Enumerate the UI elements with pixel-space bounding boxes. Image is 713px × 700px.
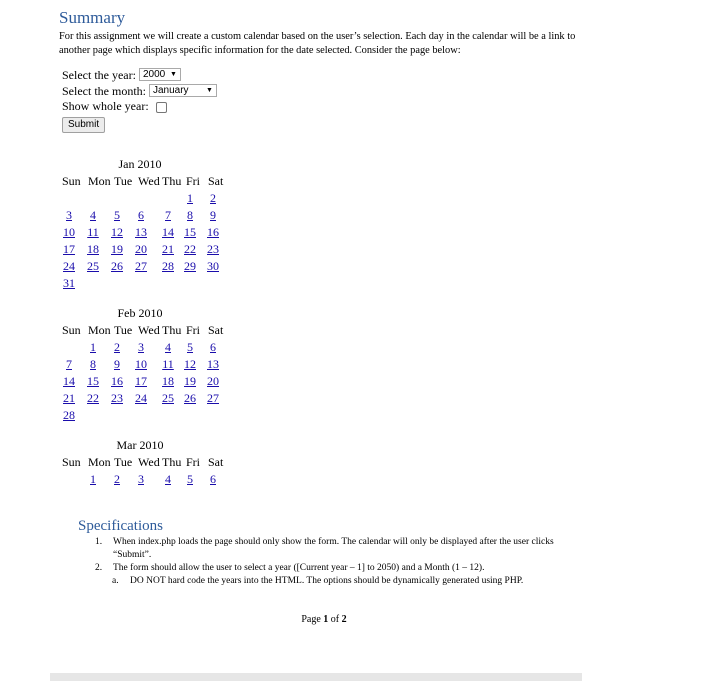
page-current: 1 [323,614,329,625]
day-link[interactable]: 28 [63,408,75,422]
day-link[interactable]: 2 [114,472,120,486]
dropdown-arrow-icon: ▼ [206,86,213,94]
day-link[interactable]: 3 [138,340,144,354]
day-link[interactable]: 3 [138,472,144,486]
day-link[interactable]: 26 [184,391,196,405]
weekday-label: Mon [88,174,111,188]
weekday-label: Tue [114,455,133,469]
day-link[interactable]: 25 [87,259,99,273]
weekday-label: Fri [186,323,201,337]
day-link[interactable]: 10 [135,357,147,371]
submit-button[interactable]: Submit [62,117,105,133]
day-link[interactable]: 11 [87,225,99,239]
weekday-label: Thu [162,455,182,469]
day-link[interactable]: 18 [87,242,99,256]
day-link[interactable]: 13 [207,357,219,371]
day-link[interactable]: 1 [90,472,96,486]
day-link[interactable]: 14 [63,374,75,388]
spec-item-number: 2. [95,563,103,573]
day-link[interactable]: 1 [90,340,96,354]
day-link[interactable]: 27 [207,391,219,405]
day-link[interactable]: 3 [66,208,72,222]
weekday-label: Mon [88,455,111,469]
month-select-value: January [152,84,189,96]
page-prefix: Page [301,614,321,625]
day-link[interactable]: 5 [187,340,193,354]
weekday-label: Wed [138,455,160,469]
day-link[interactable]: 25 [162,391,174,405]
day-link[interactable]: 12 [111,225,123,239]
dropdown-arrow-icon: ▼ [170,71,177,78]
day-link[interactable]: 4 [165,340,171,354]
spec-item [95,562,575,575]
day-link[interactable]: 11 [162,357,174,371]
day-link[interactable]: 20 [207,374,219,388]
day-link[interactable]: 8 [187,208,193,222]
day-link[interactable]: 24 [63,259,75,273]
day-link[interactable]: 30 [207,259,219,273]
month-label: Select the month: [62,83,146,98]
day-link[interactable]: 12 [184,357,196,371]
weekday-label: Thu [162,323,182,337]
calendar-form [62,68,217,130]
spec-subitem-text: DO NOT hard code the years into the HTML. The options should be dynamically generated using PHP. [130,576,524,586]
spec-item-text: The form should allow the user to select a year ([Current year – 1] to 2050) and a Month (1 – 12). [113,563,485,573]
weekday-label: Wed [138,174,160,188]
day-link[interactable]: 1 [187,191,193,205]
day-link[interactable]: 19 [184,374,196,388]
submit-row [62,115,217,131]
day-link[interactable]: 27 [135,259,147,273]
year-select[interactable] [139,68,181,81]
day-link[interactable]: 24 [135,391,147,405]
day-link[interactable]: 29 [184,259,196,273]
day-link[interactable]: 20 [135,242,147,256]
weekday-label: Sat [208,455,224,469]
day-link[interactable]: 17 [63,242,75,256]
day-link[interactable]: 22 [184,242,196,256]
specifications-list [95,536,575,588]
day-link[interactable]: 4 [165,472,171,486]
calendar-title: Jan 2010 [118,157,162,171]
day-link[interactable]: 2 [114,340,120,354]
weekday-label: Mon [88,323,111,337]
year-label: Select the year: [62,68,136,82]
day-link[interactable]: 9 [210,208,216,222]
page-number [0,614,648,625]
day-link[interactable]: 10 [63,225,75,239]
weekday-label: Fri [186,455,201,469]
day-link[interactable]: 6 [210,472,216,486]
weekday-label: Sat [208,174,224,188]
weekday-label: Sun [62,323,81,337]
day-link[interactable]: 22 [87,391,99,405]
page-of: of [330,614,340,625]
day-link[interactable]: 13 [135,225,147,239]
summary-heading: Summary [59,8,126,27]
summary-paragraph: For this assignment we will create a custom calendar based on the user’s selection. Each day in the calendar will be a link to another page which displays specific information for the date selected. Consider the page below: [59,31,576,56]
day-link[interactable]: 23 [111,391,123,405]
month-select[interactable] [149,84,217,97]
month-row [62,84,217,100]
day-link[interactable]: 5 [187,472,193,486]
weekday-label: Fri [186,174,201,188]
spec-item-number: 1. [95,537,103,547]
weekday-label: Tue [114,323,133,337]
weekday-label: Thu [162,174,182,188]
day-link[interactable]: 7 [66,357,72,371]
spec-item-text: When index.php loads the page should only show the form. The calendar will only be displayed after the user clicks “Submit”. [113,537,554,560]
weekday-label: Sat [208,323,224,337]
spec-subitem [112,575,575,588]
day-link[interactable]: 2 [210,191,216,205]
weekday-label: Tue [114,174,133,188]
day-link[interactable]: 15 [87,374,99,388]
calendar-title: Feb 2010 [117,306,163,320]
day-link[interactable]: 16 [111,374,123,388]
weekday-label: Sun [62,174,81,188]
day-link[interactable]: 7 [165,208,171,222]
spec-subitem-number: a. [112,576,119,586]
day-link[interactable]: 8 [90,357,96,371]
day-link[interactable]: 4 [90,208,96,222]
weekday-label: Wed [138,323,160,337]
specifications-heading: Specifications [78,518,163,534]
day-link[interactable]: 14 [162,225,174,239]
day-link[interactable]: 21 [63,391,75,405]
whole-year-row [62,99,217,115]
year-row [62,68,217,84]
day-link[interactable]: 28 [162,259,174,273]
whole-year-label: Show whole year: [62,99,149,113]
year-select-value: 2000 [142,69,166,80]
day-link[interactable]: 6 [138,208,144,222]
day-link[interactable]: 26 [111,259,123,273]
day-link[interactable]: 18 [162,374,174,388]
day-link[interactable]: 31 [63,276,75,290]
day-link[interactable]: 9 [114,357,120,371]
day-link[interactable]: 16 [207,225,219,239]
horizontal-scrollbar[interactable] [50,673,582,681]
day-link[interactable]: 17 [135,374,147,388]
day-link[interactable]: 23 [207,242,219,256]
calendar-title: Mar 2010 [116,438,164,452]
day-link[interactable]: 19 [111,242,123,256]
page-total: 2 [341,614,347,625]
spec-item [95,536,575,562]
day-link[interactable]: 6 [210,340,216,354]
day-link[interactable]: 15 [184,225,196,239]
whole-year-checkbox[interactable] [156,102,167,113]
weekday-label: Sun [62,455,81,469]
day-link[interactable]: 5 [114,208,120,222]
day-link[interactable]: 21 [162,242,174,256]
